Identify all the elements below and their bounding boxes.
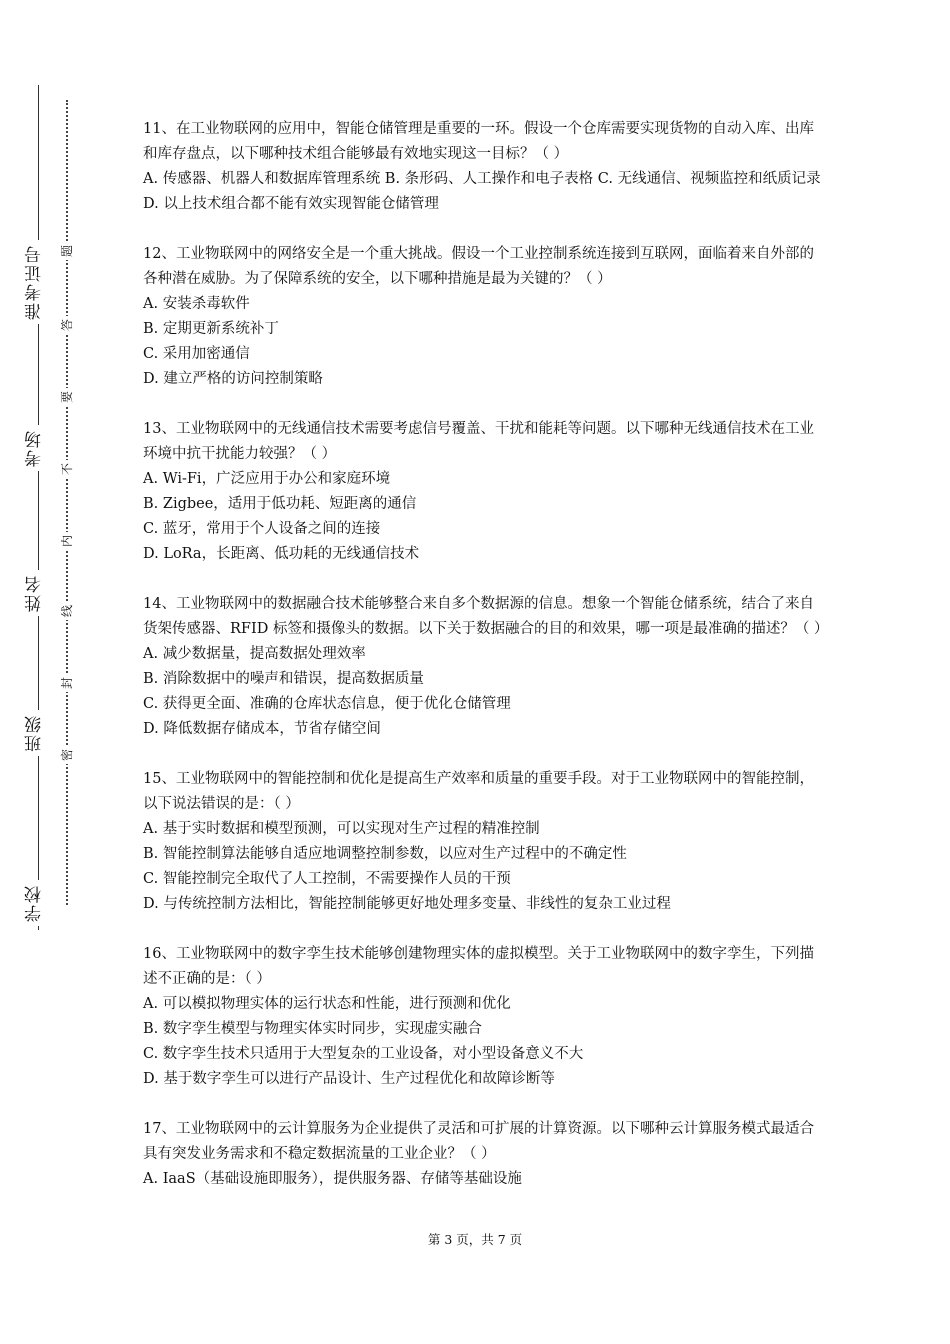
question-stem: 17、工业物联网中的云计算服务为企业提供了灵活和可扩展的计算资源。以下哪种云计算服务模式最适合具有突发业务需求和不稳定数据流量的工业企业？（ ） xyxy=(143,1121,814,1162)
option-d: D. 建立严格的访问控制策略 xyxy=(143,371,323,387)
option-d: D. 降低数据存储成本，节省存储空间 xyxy=(143,721,381,737)
question-stem: 13、工业物联网中的无线通信技术需要考虑信号覆盖、干扰和能耗等问题。以下哪种无线通信技术在工业环境中抗干扰能力较强？（ ） xyxy=(143,421,814,462)
seal-char-yao: 要 xyxy=(56,388,78,406)
option-b: B. 定期更新系统补丁 xyxy=(143,321,279,337)
question-stem: 15、工业物联网中的智能控制和优化是提高生产效率和质量的重要手段。对于工业物联网中的智能控制，以下说法错误的是：（ ） xyxy=(143,771,814,812)
question-14 xyxy=(143,592,829,742)
question-17 xyxy=(143,1117,823,1192)
option-d: D. 与传统控制方法相比，智能控制能够更好地处理多变量、非线性的复杂工业过程 xyxy=(143,896,671,912)
question-11 xyxy=(143,117,823,217)
option-b: B. 智能控制算法能够自适应地调整控制参数，以应对生产过程中的不确定性 xyxy=(143,846,627,862)
page-number: 第 3 页，共 7 页 xyxy=(427,1232,523,1247)
seal-char-ti: 题 xyxy=(56,242,78,260)
question-list xyxy=(143,117,829,1217)
question-options: A. 传感器、机器人和数据库管理系统 B. 条形码、人工操作和电子表格 C. 无线通信、视频监控和纸质记录 D. 以上技术组合都不能有效实现智能仓储管理 xyxy=(143,171,821,212)
seal-char-xian: 线 xyxy=(56,602,78,620)
option-d: D. 基于数字孪生可以进行产品设计、生产过程优化和故障诊断等 xyxy=(143,1071,555,1087)
seal-char-nei: 内 xyxy=(56,532,78,550)
option-d: D. LoRa，长距离、低功耗的无线通信技术 xyxy=(143,546,420,562)
class-label: 班级 xyxy=(22,710,54,756)
option-a: A. Wi-Fi，广泛应用于办公和家庭环境 xyxy=(143,471,391,487)
seal-char-da: 答 xyxy=(56,316,78,334)
binding-solid-line xyxy=(38,85,39,930)
option-b: B. 数字孪生模型与物理实体实时同步，实现虚实融合 xyxy=(143,1021,482,1037)
seal-char-bu: 不 xyxy=(56,460,78,478)
option-c: C. 数字孪生技术只适用于大型复杂的工业设备，对小型设备意义不大 xyxy=(143,1046,584,1062)
question-stem: 16、工业物联网中的数字孪生技术能够创建物理实体的虚拟模型。关于工业物联网中的数字孪生，下列描述不正确的是：（ ） xyxy=(143,946,814,987)
school-label: 学校 xyxy=(22,880,54,926)
seal-char-feng: 封 xyxy=(56,674,78,692)
option-c: C. 采用加密通信 xyxy=(143,346,250,362)
question-stem: 14、工业物联网中的数据融合技术能够整合来自多个数据源的信息。想象一个智能仓储系统，结合了来自货架传感器、RFID 标签和摄像头的数据。以下关于数据融合的目的和效果，哪一项是最准确的描述？（ ） xyxy=(143,596,829,637)
question-13 xyxy=(143,417,823,567)
seal-dotted-line xyxy=(66,100,68,905)
option-b: B. Zigbee，适用于低功耗、短距离的通信 xyxy=(143,496,417,512)
option-c: C. 蓝牙，常用于个人设备之间的连接 xyxy=(143,521,381,537)
question-12 xyxy=(143,242,823,392)
option-b: B. 消除数据中的噪声和错误，提高数据质量 xyxy=(143,671,424,687)
question-15 xyxy=(143,767,823,917)
seal-char-mi: 密 xyxy=(56,746,78,764)
option-a: A. 可以模拟物理实体的运行状态和性能，进行预测和优化 xyxy=(143,996,511,1012)
option-a: A. IaaS（基础设施即服务），提供服务器、存储等基础设施 xyxy=(143,1171,522,1187)
option-a: A. 基于实时数据和模型预测，可以实现对生产过程的精准控制 xyxy=(143,821,540,837)
question-stem: 11、在工业物联网的应用中，智能仓储管理是重要的一环。假设一个仓库需要实现货物的自动入库、出库和库存盘点，以下哪种技术组合能够最有效地实现这一目标？（ ） xyxy=(143,121,814,162)
exam-number-label: 准考证号 xyxy=(22,240,54,324)
exam-room-label: 考场 xyxy=(22,425,54,471)
name-label: 姓名 xyxy=(22,570,54,616)
option-c: C. 获得更全面、准确的仓库状态信息，便于优化仓储管理 xyxy=(143,696,511,712)
question-stem: 12、工业物联网中的网络安全是一个重大挑战。假设一个工业控制系统连接到互联网，面临着来自外部的各种潜在威胁。为了保障系统的安全，以下哪种措施是最为关键的？（ ） xyxy=(143,246,814,287)
binding-margin xyxy=(0,0,110,1344)
option-a: A. 安装杀毒软件 xyxy=(143,296,250,312)
question-16 xyxy=(143,942,823,1092)
option-a: A. 减少数据量，提高数据处理效率 xyxy=(143,646,366,662)
option-c: C. 智能控制完全取代了人工控制，不需要操作人员的干预 xyxy=(143,871,511,887)
